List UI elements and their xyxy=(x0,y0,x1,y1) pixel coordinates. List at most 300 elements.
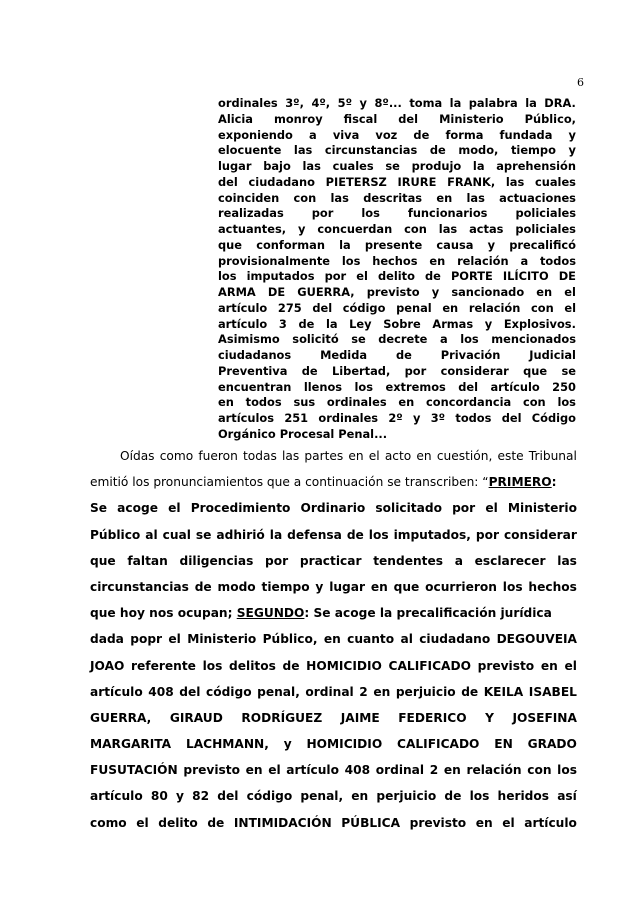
body-text-segment: : xyxy=(551,475,557,490)
quote-word: se xyxy=(561,363,576,378)
body-word: adhirió xyxy=(216,527,265,542)
quote-line xyxy=(218,395,576,411)
quote-word: a xyxy=(520,253,529,268)
quote-word: el xyxy=(356,269,368,284)
quote-line xyxy=(218,317,576,333)
body-word: y xyxy=(315,579,324,594)
quote-word: que xyxy=(218,237,242,252)
body-word: en xyxy=(370,579,388,594)
quote-word: encuentran xyxy=(218,379,292,394)
quote-word: y xyxy=(298,222,306,236)
body-word: el xyxy=(368,449,380,463)
quote-word: 2º xyxy=(388,411,403,425)
quote-line xyxy=(218,159,576,175)
body-word: PÚBLICA xyxy=(341,815,401,830)
body-word: JOSEFINA xyxy=(512,710,577,725)
body-word: artículo xyxy=(90,684,143,699)
quote-word: llenos xyxy=(303,379,343,394)
quote-word: 5º xyxy=(337,96,352,110)
quote-word: ARMA xyxy=(218,285,256,299)
body-word: al xyxy=(145,527,158,542)
body-word: a xyxy=(454,553,463,568)
quote-word: los xyxy=(218,269,237,284)
quote-word: 3º xyxy=(430,411,446,425)
body-line xyxy=(90,574,577,600)
quote-word: sancionado xyxy=(451,285,525,299)
body-word: imputados, xyxy=(393,527,471,542)
quote-word: de xyxy=(429,143,446,158)
body-line xyxy=(90,679,577,705)
quote-word: produjo xyxy=(411,159,462,173)
quote-word: actas xyxy=(469,222,504,236)
quote-word: PIETERSZ xyxy=(325,174,387,189)
quote-word: cuales xyxy=(332,159,374,173)
body-word: el xyxy=(268,763,281,778)
body-word: el xyxy=(502,815,515,830)
quote-word: el xyxy=(564,300,576,315)
body-word: tiempo xyxy=(261,579,310,594)
body-word: código xyxy=(205,684,252,699)
body-word: artículo xyxy=(524,815,577,830)
quote-word: de xyxy=(395,348,412,362)
quote-word: y xyxy=(568,127,576,142)
body-word: en xyxy=(348,449,364,463)
body-word: Público xyxy=(90,527,141,542)
body-word: así xyxy=(557,789,577,804)
body-word: 408 xyxy=(148,684,174,699)
body-word: de xyxy=(346,527,364,542)
body-word: modo xyxy=(217,579,256,594)
quote-word: y xyxy=(484,316,493,331)
body-word: los xyxy=(557,763,577,778)
body-word: las xyxy=(557,553,577,568)
quote-word: y xyxy=(568,143,576,158)
body-text-segment: : Se acoge la precalificación jurídica xyxy=(304,606,552,621)
body-word: en xyxy=(373,684,391,699)
quote-line xyxy=(218,96,576,112)
body-word: ocurrieron xyxy=(425,579,497,594)
body-word: hechos xyxy=(528,579,577,594)
quote-word: palabra xyxy=(468,96,518,110)
quote-word: del xyxy=(458,379,479,394)
body-word: HOMICIDIO xyxy=(306,658,382,673)
body-word: Ministerio xyxy=(187,632,257,647)
body-word: de xyxy=(207,815,225,830)
quote-word: ordinales xyxy=(318,411,379,425)
body-word: en xyxy=(323,632,341,647)
body-word: perjuicio xyxy=(395,684,456,699)
body-line xyxy=(90,757,577,783)
body-word: artículo xyxy=(286,763,339,778)
body-word: por xyxy=(475,527,499,542)
quote-word: con xyxy=(522,395,546,410)
quote-word: 250 xyxy=(552,379,576,394)
quote-word: aprehensión xyxy=(496,159,576,173)
quote-word: con xyxy=(531,300,554,315)
body-word: cuestión, xyxy=(436,449,493,463)
quote-word: 8º... xyxy=(374,96,402,110)
quote-line xyxy=(218,222,576,238)
quote-word: las xyxy=(330,190,349,205)
body-line xyxy=(90,495,577,521)
body-word: heridos xyxy=(497,789,550,804)
quote-word: funcionarios xyxy=(407,206,488,221)
quote-word: la xyxy=(472,159,485,173)
quote-word: Ley xyxy=(349,316,372,331)
body-word: este xyxy=(497,449,524,463)
body-word: del xyxy=(179,684,201,699)
quote-word: por xyxy=(404,363,427,378)
quote-word: relación xyxy=(457,253,509,268)
body-word: popr xyxy=(130,632,163,647)
quote-word: los xyxy=(361,206,380,221)
quote-word: de xyxy=(301,363,318,378)
quote-word: voz xyxy=(375,127,398,142)
body-word: Tribunal xyxy=(528,449,577,463)
body-word: referente xyxy=(131,658,196,673)
quote-word: las xyxy=(438,222,458,236)
body-word: 2 xyxy=(429,763,439,778)
body-line xyxy=(90,783,577,809)
quote-line xyxy=(218,269,576,285)
body-word: diligencias xyxy=(179,553,254,568)
quote-word: código xyxy=(342,300,386,315)
quote-word: forma xyxy=(445,127,484,142)
quote-word: Asimismo xyxy=(218,332,280,347)
quote-word: 4º, xyxy=(311,96,331,110)
quote-word: los xyxy=(460,332,479,347)
body-line xyxy=(90,443,577,469)
body-word: lugar xyxy=(329,579,366,594)
quote-word: presente xyxy=(364,237,423,252)
body-word: MARGARITA xyxy=(90,737,172,752)
body-line xyxy=(90,626,577,652)
quote-word: de xyxy=(298,316,315,331)
body-word: 408 xyxy=(344,763,371,778)
body-word: ordinal xyxy=(375,763,425,778)
body-word: Se xyxy=(90,501,108,516)
body-word: de xyxy=(282,658,300,673)
quote-line xyxy=(218,191,576,207)
quote-word: 275 xyxy=(277,300,302,315)
quote-word: imputados xyxy=(246,269,315,284)
page-number: 6 xyxy=(577,76,584,89)
quote-word: actuaciones xyxy=(499,190,576,205)
quote-word: considerar xyxy=(440,363,509,378)
quote-word: bajo xyxy=(263,159,291,173)
quote-word: se xyxy=(351,332,366,347)
quote-word: Código xyxy=(531,411,576,425)
quote-line xyxy=(218,285,576,301)
quote-word: artículo xyxy=(218,300,268,315)
body-word: circunstancias xyxy=(90,579,189,594)
quote-word: Ministerio xyxy=(439,111,504,126)
quote-word: de xyxy=(424,269,441,284)
quote-line xyxy=(218,380,576,396)
quote-word: delito xyxy=(377,269,415,284)
quote-word: circunstancias xyxy=(324,143,418,158)
quote-word: el xyxy=(564,285,576,299)
body-word: considerar xyxy=(503,527,577,542)
body-word: FUSUTACIÓN xyxy=(90,763,178,778)
body-word: el xyxy=(168,632,181,647)
quote-word: del xyxy=(218,174,238,189)
body-word: la xyxy=(269,527,283,542)
body-word: INTIMIDACIÓN xyxy=(233,815,332,830)
quote-line xyxy=(218,301,576,317)
quote-word: todos xyxy=(245,395,282,410)
quote-word: GUERRA, xyxy=(297,285,355,299)
body-word: fueron xyxy=(198,449,238,463)
quote-word: 251 xyxy=(284,411,309,425)
body-word: los xyxy=(202,658,223,673)
quote-word: de xyxy=(413,127,430,142)
body-word: el xyxy=(136,815,149,830)
quote-word: solicitó xyxy=(292,332,339,347)
body-line xyxy=(90,705,577,731)
body-word: por xyxy=(452,501,476,516)
body-word: FEDERICO xyxy=(398,710,467,725)
quote-word: sus xyxy=(293,395,316,410)
body-text-segment: emitió los pronunciamientos que a continuación se transcriben: “ xyxy=(90,475,489,490)
body-word: en xyxy=(351,789,369,804)
quote-word: exponiendo xyxy=(218,127,293,142)
quote-word: PORTE xyxy=(450,269,493,284)
body-word: CALIFICADO xyxy=(397,737,480,752)
quote-word: extremos xyxy=(385,379,446,394)
quote-word: y xyxy=(413,411,421,425)
body-word: KEILA xyxy=(483,684,524,699)
quote-word: IRURE xyxy=(397,174,437,189)
segundo-heading: SEGUNDO xyxy=(236,606,305,621)
quote-word: por xyxy=(324,269,347,284)
quote-word: en xyxy=(436,190,453,205)
quote-word: se xyxy=(385,159,400,173)
quote-word: ILÍCITO xyxy=(502,269,549,284)
quote-word: Privación xyxy=(440,348,501,362)
quote-line xyxy=(218,112,576,128)
body-line xyxy=(90,810,577,836)
body-word: previsto xyxy=(183,763,240,778)
body-word: los xyxy=(368,527,389,542)
quote-word: 3 xyxy=(278,316,287,331)
quote-word: modo, xyxy=(458,143,499,158)
body-word: GIRAUD xyxy=(169,710,223,725)
quote-word: que xyxy=(523,363,548,378)
body-word: Procedimiento xyxy=(190,501,291,516)
quote-line xyxy=(218,411,576,427)
quote-line xyxy=(218,206,576,222)
quote-word: realizadas xyxy=(218,206,284,221)
body-word: perjuicio xyxy=(376,789,437,804)
body-word: por xyxy=(265,553,289,568)
quote-word: en xyxy=(398,395,415,410)
body-word: 82 xyxy=(192,789,210,804)
quote-word: elocuente xyxy=(218,143,282,158)
body-word: cuanto xyxy=(347,632,395,647)
quote-word: del xyxy=(398,111,419,126)
quote-word: por xyxy=(311,206,334,221)
body-word: como xyxy=(159,449,194,463)
body-word: al xyxy=(400,632,413,647)
quote-word: Sobre xyxy=(383,316,421,331)
body-word: del xyxy=(217,789,239,804)
body-word: en xyxy=(245,763,263,778)
quote-word: con xyxy=(293,190,317,205)
quote-word: fiscal xyxy=(343,111,378,126)
body-word: GUERRA, xyxy=(90,710,152,725)
body-word: ordinal xyxy=(305,684,354,699)
quote-word: las xyxy=(293,143,313,158)
quote-word: la xyxy=(339,237,351,252)
body-word: y xyxy=(176,789,184,804)
body-word: todas xyxy=(243,449,277,463)
body-word: CALIFICADO xyxy=(388,658,471,673)
quote-word: DE xyxy=(558,269,576,284)
body-word: esclarecer xyxy=(474,553,546,568)
quote-word: previsto xyxy=(366,285,420,299)
quote-word: actuantes, xyxy=(218,222,287,236)
quote-word: provisionalmente xyxy=(218,253,331,268)
quote-word: policiales xyxy=(515,222,576,236)
body-line xyxy=(90,522,577,548)
quote-word: artículo xyxy=(490,379,540,394)
body-line xyxy=(90,653,577,679)
quote-word: las xyxy=(466,190,485,205)
body-text-segment: que hoy nos ocupan; xyxy=(90,606,237,621)
body-word: delito xyxy=(158,815,198,830)
body-word: artículo xyxy=(90,789,143,804)
body-word: Oídas xyxy=(120,449,155,463)
body-word: JAIME xyxy=(340,710,380,725)
quote-word: los xyxy=(557,395,576,410)
body-word: cual xyxy=(162,527,191,542)
quote-word: fundada xyxy=(499,127,553,142)
body-word: EN xyxy=(494,737,513,752)
quote-word: 3º, xyxy=(285,96,304,110)
body-word: HOMICIDIO xyxy=(306,737,383,752)
quote-line xyxy=(218,175,576,191)
quote-line xyxy=(218,143,576,159)
quote-word: descritas xyxy=(363,190,423,205)
quote-line xyxy=(218,254,576,270)
quote-word: con xyxy=(404,222,427,236)
body-line xyxy=(90,731,577,757)
body-word: Ministerio xyxy=(507,501,577,516)
body-word: el xyxy=(485,501,498,516)
quote-word: FRANK, xyxy=(447,174,496,189)
quote-word: las xyxy=(505,174,525,189)
quote-word: artículo xyxy=(218,316,268,331)
quote-word: concuerdan xyxy=(317,222,393,236)
body-line xyxy=(90,600,577,626)
body-word: LACHMANN, xyxy=(185,737,269,752)
body-word: en xyxy=(540,658,558,673)
quote-word: la xyxy=(325,316,338,331)
quote-word: a xyxy=(309,127,317,142)
quote-word: del xyxy=(312,300,333,315)
body-word: que xyxy=(393,579,420,594)
body-word: practicar xyxy=(299,553,362,568)
body-word: las xyxy=(281,449,300,463)
quote-line xyxy=(218,238,576,254)
quote-word: Público, xyxy=(524,111,576,126)
quote-word: artículos xyxy=(218,411,275,425)
quote-word: a xyxy=(439,332,448,347)
quote-word: en xyxy=(536,285,553,299)
quote-word: tiempo xyxy=(510,143,556,158)
body-word: previsto xyxy=(409,815,467,830)
quote-word: los xyxy=(341,253,361,268)
body-word: de xyxy=(444,789,462,804)
body-word: en xyxy=(416,449,432,463)
quote-word: todos xyxy=(455,411,492,425)
quote-word: Alicia xyxy=(218,111,253,126)
quote-word: ordinales xyxy=(218,96,278,110)
body-word: tendentes xyxy=(373,553,443,568)
quote-word: monroy xyxy=(273,111,323,126)
quote-word: en xyxy=(218,395,234,410)
body-word: ciudadano xyxy=(419,632,491,647)
body-word: se xyxy=(195,527,212,542)
quote-word: lugar xyxy=(218,159,252,173)
quote-word: precalificó xyxy=(509,237,576,252)
quote-word: en xyxy=(429,253,446,268)
quote-word: en xyxy=(442,300,459,315)
quote-word: y xyxy=(487,237,496,252)
quote-line xyxy=(218,348,576,364)
body-word: ISABEL xyxy=(528,684,577,699)
quote-line xyxy=(218,128,576,144)
quote-word: la xyxy=(525,96,537,110)
body-word: como xyxy=(90,815,127,830)
body-word: solicitado xyxy=(375,501,442,516)
quote-word: conforman xyxy=(256,237,325,252)
body-word: dada xyxy=(90,632,124,647)
quote-line xyxy=(218,364,576,380)
body-word: 80 xyxy=(150,789,168,804)
quote-word: Armas xyxy=(432,316,474,331)
body-word: Y xyxy=(485,710,494,725)
quote-word: cuales xyxy=(535,174,576,189)
primero-heading: PRIMERO xyxy=(488,475,552,490)
quote-word: decrete xyxy=(378,332,428,347)
body-word: en xyxy=(443,763,461,778)
quote-word: las xyxy=(302,159,321,173)
quote-word: y xyxy=(359,96,367,110)
quote-word: ordinales xyxy=(326,395,387,410)
body-word: 2 xyxy=(359,684,368,699)
body-word: el xyxy=(564,658,577,673)
body-word: defensa xyxy=(287,527,342,542)
quote-word: todos xyxy=(539,253,576,268)
body-word: en xyxy=(475,815,493,830)
body-word: faltan xyxy=(127,553,168,568)
quote-word: Medida xyxy=(320,348,368,362)
quote-word: DE xyxy=(267,285,286,299)
body-word: relación xyxy=(466,763,522,778)
quote-word: DRA. xyxy=(544,96,576,110)
quote-word: causa xyxy=(436,237,474,252)
quote-word: Explosivos. xyxy=(503,316,576,331)
body-word: penal, xyxy=(257,684,300,699)
quote-line-text: Orgánico Procesal Penal... xyxy=(218,426,388,441)
quote-word: viva xyxy=(332,127,360,142)
body-word: Ordinario xyxy=(300,501,366,516)
body-word: los xyxy=(502,579,523,594)
quote-word: ciudadano xyxy=(248,174,315,189)
body-word: de xyxy=(461,684,479,699)
